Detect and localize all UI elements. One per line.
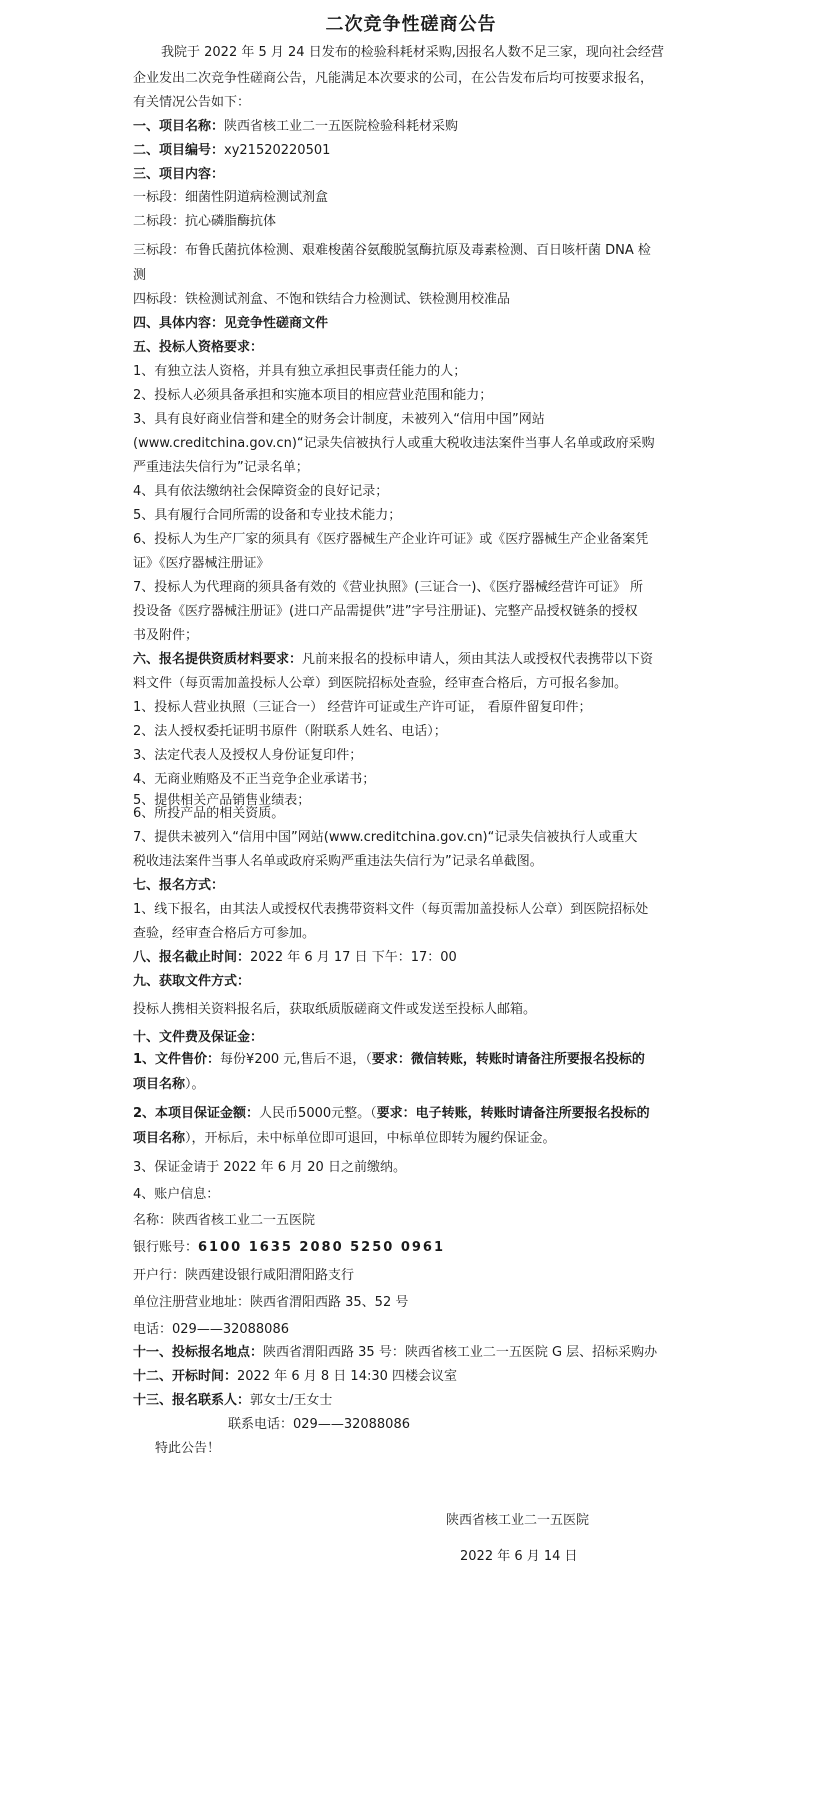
- material-item: 6、所投产品的相关资质。: [133, 806, 285, 821]
- bank-account-row: 银行账号：6100 1635 2080 5250 0961: [133, 1240, 446, 1255]
- lot-item: 二标段：抗心磷脂酶抗体: [133, 214, 277, 229]
- lot-item: 一标段：细菌性阴道病检测试剂盒: [133, 190, 329, 205]
- registration-item: 1、线下报名，由其法人或授权代表携带资料文件（每页需加盖投标人公章）到医院招标处: [133, 902, 649, 917]
- deadline-row: [133, 950, 722, 966]
- section-label: 十三、报名联系人：: [133, 1393, 251, 1408]
- material-item: 4、无商业贿赂及不正当竞争企业承诺书；: [133, 772, 376, 787]
- bank-account-number: 6100 1635 2080 5250 0961: [198, 1240, 446, 1255]
- material-item: 税收违法案件当事人名单或政府采购严重违法失信行为”记录名单截图。: [133, 854, 543, 869]
- requirement-item: 严重违法失信行为”记录名单；: [133, 460, 309, 475]
- requirement-item: 5、具有履行合同所需的设备和专业技术能力；: [133, 508, 402, 523]
- opening-time: 2022 年 6 月 8 日 14:30 四楼会议室: [237, 1369, 458, 1384]
- project-number: xy21520220501: [224, 143, 331, 158]
- intro-line: 我院于 2022 年 5 月 24 日发布的检验科耗材采购,因报名人数不足三家，现向社会经营: [161, 45, 664, 60]
- contact-phone: 联系电话：029——32088086: [228, 1417, 410, 1432]
- materials-lead: 料文件（每页需加盖投标人公章）到医院招标处查验，经审查合格后，方可报名参加。: [133, 676, 628, 691]
- project-name-row: [133, 119, 722, 135]
- registration-item: 查验，经审查合格后方可参加。: [133, 926, 316, 941]
- page-title: 二次竞争性磋商公告: [325, 14, 497, 35]
- section-heading: 五、投标人资格要求：: [133, 340, 264, 355]
- requirement-item: 2、投标人必须具备承担和实施本项目的相应营业范围和能力；: [133, 388, 493, 403]
- requirement-item: 6、投标人为生产厂家的须具有《医疗器械生产企业许可证》或《医疗器械生产企业备案凭: [133, 532, 649, 547]
- material-item: 5、提供相关产品销售业绩表；: [133, 793, 311, 808]
- contact-row: [133, 1393, 722, 1409]
- section-heading: 七、报名方式：: [133, 878, 225, 893]
- signature-org: 陕西省核工业二一五医院: [446, 1513, 590, 1528]
- intro-line: 企业发出二次竞争性磋商公告，凡能满足本次要求的公司，在公告发布后均可按要求报名，: [133, 71, 654, 86]
- requirement-item: 7、投标人为代理商的须具备有效的《营业执照》(三证合一)、《医疗器械经营许可证》 所: [133, 580, 644, 595]
- material-item: 2、法人授权委托证明书原件（附联系人姓名、电话）；: [133, 724, 447, 739]
- deposit-row: 项目名称），开标后，未中标单位即可退回，中标单位即转为履约保证金。: [133, 1131, 556, 1146]
- lot-item: 四标段：铁检测试剂盒、不饱和铁结合力检测试、铁检测用校准品: [133, 292, 511, 307]
- section-heading: 十、文件费及保证金：: [133, 1030, 264, 1045]
- section-label: 十二、开标时间：: [133, 1369, 238, 1384]
- materials-lead: 六、报名提供资质材料要求：凡前来报名的投标申请人，须由其法人或授权代表携带以下资: [133, 652, 654, 667]
- signature-date: 2022 年 6 月 14 日: [460, 1549, 578, 1564]
- project-name: 陕西省核工业二一五医院检验科耗材采购: [224, 119, 459, 134]
- material-item: 7、提供未被列入“信用中国”网站(www.creditchina.gov.cn)“记录失信被执行人或重大: [133, 830, 638, 845]
- lot-item: 三标段：布鲁氏菌抗体检测、艰难梭菌谷氨酸脱氢酶抗原及毒素检测、百日咳杆菌 DNA 检: [133, 243, 651, 258]
- section-label: 十一、投标报名地点：: [133, 1345, 264, 1360]
- intro-line: 有关情况公告如下：: [133, 95, 251, 110]
- contact-person: 郭女士/王女士: [250, 1393, 333, 1408]
- account-name: 名称：陕西省核工业二一五医院: [133, 1213, 316, 1228]
- requirement-item: 投设备《医疗器械注册证》(进口产品需提供”进”字号注册证)、完整产品授权链条的授权: [133, 604, 638, 619]
- registered-address: 单位注册营业地址：陕西省渭阳西路 35、52 号: [133, 1295, 409, 1310]
- material-item: 1、投标人营业执照（三证合一） 经营许可证或生产许可证， 看原件留复印件；: [133, 700, 592, 715]
- bank-branch: 开户行：陕西建设银行咸阳渭阳路支行: [133, 1268, 355, 1283]
- fee-row: 项目名称）。: [133, 1077, 205, 1092]
- requirement-item: (www.creditchina.gov.cn)“记录失信被执行人或重大税收违法案件当事人名单或政府采购: [133, 436, 655, 451]
- section-label: 六、报名提供资质材料要求：: [133, 652, 303, 667]
- deposit-deadline: 3、保证金请于 2022 年 6 月 20 日之前缴纳。: [133, 1160, 406, 1175]
- obtain-item: 投标人携相关资料报名后，获取纸质版磋商文件或发送至投标人邮箱。: [133, 1002, 537, 1017]
- project-number-row: [133, 143, 722, 159]
- requirement-item: 证》《医疗器械注册证》: [133, 556, 270, 571]
- material-item: 3、法定代表人及授权人身份证复印件；: [133, 748, 363, 763]
- requirement-item: 3、具有良好商业信誉和建全的财务会计制度，未被列入“信用中国”网站: [133, 412, 545, 427]
- deadline: 2022 年 6 月 17 日 下午：17：00: [250, 950, 457, 965]
- section-label: 八、报名截止时间：: [133, 950, 251, 965]
- account-heading: 4、账户信息：: [133, 1187, 220, 1202]
- requirement-item: 1、有独立法人资格，并具有独立承担民事责任能力的人；: [133, 364, 467, 379]
- section-label: 一、项目名称：: [133, 119, 225, 134]
- opening-time-row: [133, 1369, 722, 1385]
- requirement-item: 4、具有依法缴纳社会保障资金的良好记录；: [133, 484, 389, 499]
- account-phone: 电话：029——32088086: [133, 1322, 289, 1337]
- requirement-item: 书及附件；: [133, 628, 199, 643]
- section-label: 二、项目编号：: [133, 143, 225, 158]
- lot-item: 测: [133, 268, 147, 283]
- fee-row: 1、文件售价：每份¥200 元,售后不退，（要求：微信转账，转账时请备注所要报名投标的: [133, 1052, 645, 1067]
- section-heading: 九、获取文件方式：: [133, 974, 251, 989]
- section-heading: 三、项目内容：: [133, 167, 225, 182]
- bid-location: 陕西省渭阳西路 35 号：陕西省核工业二一五医院 G 层、招标采购办: [263, 1345, 658, 1360]
- closing-text: 特此公告！: [155, 1441, 221, 1456]
- section-heading: 四、具体内容：见竞争性磋商文件: [133, 316, 329, 331]
- deposit-row: 2、本项目保证金额：人民币5000元整。（要求：电子转账，转账时请备注所要报名投标的: [133, 1106, 650, 1121]
- bid-location-row: [133, 1345, 722, 1361]
